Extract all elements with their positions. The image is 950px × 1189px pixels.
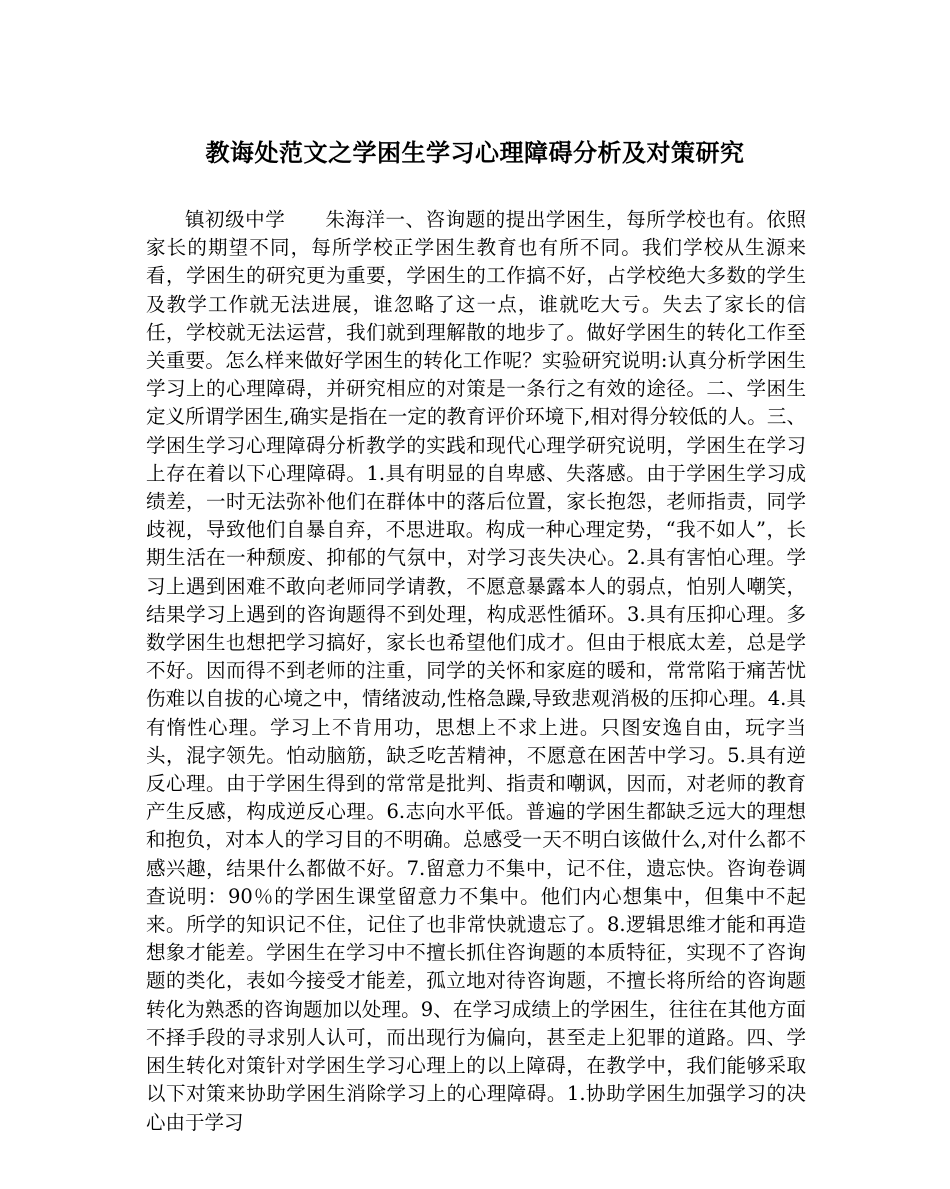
document-body: 镇初级中学 朱海洋一、咨询题的提出学困生，每所学校也有。依照家长的期望不同，每所学校正学困生教育也有所不同。我们学校从生源来看，学困生的研究更为重要，学困生的工作搞不好，占学校绝大多数的学生及教学工作就无法进展，谁忽略了这一点，谁就吃大亏。失去了家长的信任，学校就无法运营，我们就到理解散的地步了。做好学困生的转化工作至关重要。怎么样来做好学困生的转化工作呢？实验研究说明:认真分析学困生学习上的心理障碍，并研究相应的对策是一条行之有效的途径。二、学困生定义所谓学困生,确实是指在一定的教育评价环境下,相对得分较低的人。三、学困生学习心理障碍分析教学的实践和现代心理学研究说明，学困生在学习上存在着以下心理障碍。1.具有明显的自卑感、失落感。由于学困生学习成绩差，一时无法弥补他们在群体中的落后位置，家长抱怨，老师指责，同学歧视，导致他们自暴自弃，不思进取。构成一种心理定势，“我不如人”，长期生活在一种颓废、抑郁的气氛中，对学习丧失决心。2.具有害怕心理。学习上遇到困难不敢向老师同学请教，不愿意暴露本人的弱点，怕别人嘲笑，结果学习上遇到的咨询题得不到处理，构成恶性循环。3.具有压抑心理。多数学困生也想把学习搞好，家长也希望他们成才。但由于根底太差，总是学不好。因而得不到老师的注重，同学的关怀和家庭的暖和，常常陷于痛苦忧伤难以自拔的心境之中，情绪波动,性格急躁,导致悲观消极的压抑心理。4.具有惰性心理。学习上不肯用功，思想上不求上进。只图安逸自由，玩字当头，混字领先。怕动脑筋，缺乏吃苦精神，不愿意在困苦中学习。5.具有逆反心理。由于学困生得到的常常是批判、指责和嘲讽，因而，对老师的教育产生反感，构成逆反心理。6.志向水平低。普遍的学困生都缺乏远大的理想和抱负，对本人的学习目的不明确。总感受一天不明白该做什么,对什么都不感兴趣，结果什么都做不好。7.留意力不集中，记不住，遗忘快。咨询卷调查说明：90％的学困生课堂留意力不集中。他们内心想集中，但集中不起来。所学的知识记不住，记住了也非常快就遗忘了。8.逻辑思维才能和再造想象才能差。学困生在学习中不擅长抓住咨询题的本质特征，实现不了咨询题的类化，表如今接受才能差，孤立地对待咨询题，不擅长将所给的咨询题转化为熟悉的咨询题加以处理。9、在学习成绩上的学困生，往往在其他方面不择手段的寻求别人认可，而出现行为偏向，甚至走上犯罪的道路。四、学困生转化对策针对学困生学习心理上的以上障碍，在教学中，我们能够采取以下对策来协助学困生消除学习上的心理障碍。1.协助学困生加强学习的决心由于学习 — [146, 208, 806, 1134]
document-title: 教诲处范文之学困生学习心理障碍分析及对策研究 — [205, 138, 745, 167]
